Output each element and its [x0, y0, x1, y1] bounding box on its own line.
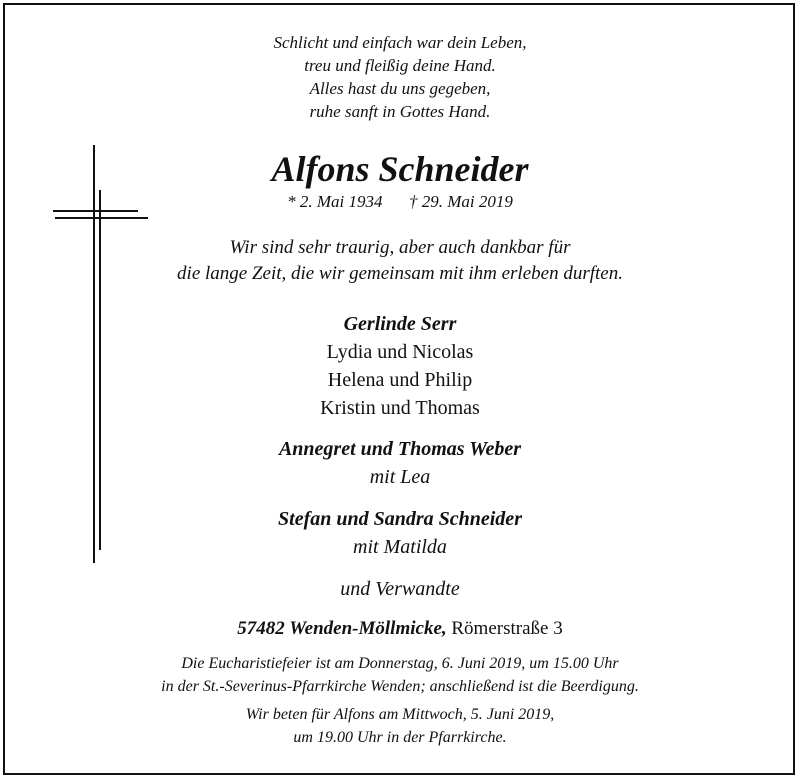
life-dates: [0, 192, 800, 212]
message-line: Wir sind sehr traurig, aber auch dankbar für: [229, 237, 571, 258]
poem-line: Alles hast du uns gegeben,: [309, 79, 491, 98]
service-line: Wir beten für Alfons am Mittwoch, 5. Juni 2019,: [245, 706, 555, 723]
service-line: Die Eucharistiefeier ist am Donnerstag, 6. Juni 2019, um 15.00 Uhr: [181, 655, 619, 672]
relatives: und Verwandte: [340, 578, 460, 600]
mourner-name: mit Lea: [369, 466, 431, 488]
poem-line: Schlicht und einfach war dein Leben,: [273, 33, 527, 52]
birth-date: * 2. Mai 1934: [287, 192, 383, 211]
mourner-name: Helena und Philip: [327, 369, 473, 391]
death-date: † 29. Mai 2019: [409, 192, 513, 211]
mourner-name: Kristin und Thomas: [320, 397, 480, 419]
service-line: in der St.-Severinus-Pfarrkirche Wenden; anschließend ist die Beerdigung.: [161, 678, 639, 695]
mourner-group-head: Stefan und Sandra Schneider: [278, 508, 522, 530]
address: [0, 618, 800, 640]
poem-line: ruhe sanft in Gottes Hand.: [309, 102, 491, 121]
service-line: um 19.00 Uhr in der Pfarrkirche.: [293, 729, 507, 746]
mourner-group-head: Gerlinde Serr: [343, 313, 457, 335]
poem-line: treu und fleißig deine Hand.: [304, 56, 496, 75]
mourner-name: mit Matilda: [353, 536, 447, 558]
message-line: die lange Zeit, die wir gemeinsam mit ihm erleben durften.: [177, 263, 623, 284]
deceased-name: Alfons Schneider: [271, 149, 529, 189]
address-place: 57482 Wenden-Möllmicke,: [237, 618, 447, 639]
address-street: Römerstraße 3: [451, 618, 563, 639]
mourner-name: Lydia und Nicolas: [326, 341, 474, 363]
mourner-group-head: Annegret und Thomas Weber: [278, 438, 522, 460]
